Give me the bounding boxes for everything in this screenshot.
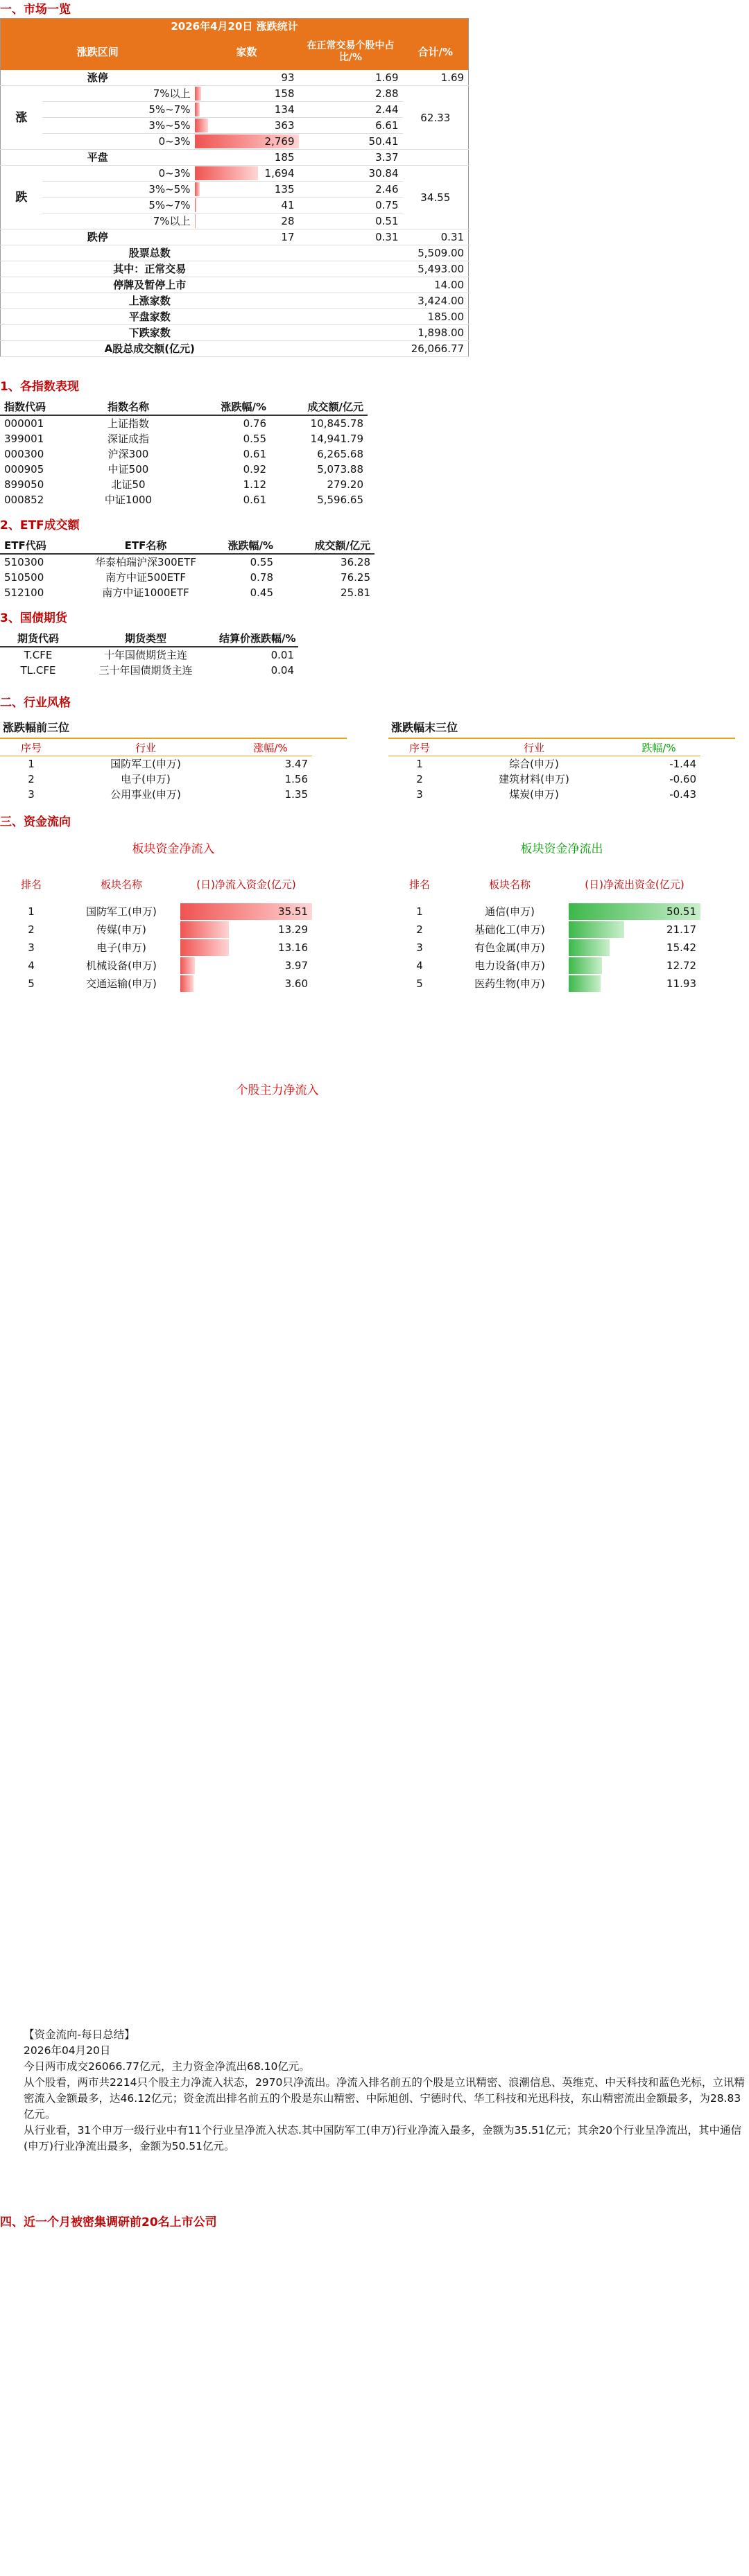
value-text: 28 [281, 215, 295, 227]
cell: 14,941.79 [310, 433, 363, 445]
col-head: 成交额/亿元 [277, 538, 374, 554]
rank: 1 [416, 905, 423, 918]
data-row [0, 921, 312, 939]
summary-label: 平盘家数 [1, 309, 299, 325]
change: -1.44 [669, 758, 696, 770]
underline [0, 738, 347, 739]
flow-subtitle: 板块资金净流入 [132, 842, 215, 856]
industry-subtitle: 涨跌幅末三位 [391, 721, 458, 734]
col-head: (日)净流入资金(亿元) [196, 878, 296, 891]
header-row [0, 538, 374, 554]
col-head: 指数名称 [76, 399, 180, 415]
col-head: 排名 [408, 878, 430, 891]
sector-name: 机械设备(申万) [86, 959, 157, 972]
count-cell [195, 102, 299, 118]
date-title: 2026年4月20日 涨跌统计 [1, 19, 469, 35]
stat-row [1, 118, 469, 134]
cell: 三十年国债期货主连 [98, 664, 193, 677]
total-cell: 34.55 [403, 166, 469, 229]
change: -0.60 [669, 773, 696, 785]
cell: 北证50 [111, 478, 146, 491]
rank: 3 [416, 788, 423, 801]
summary-p2: 从个股看，两市共2214只个股主力净流入状态，2970只净流出。净流入排名前五的个股是立讯精密、浪潮信息、英维克、中天科技和蓝色光标，立讯精密流入金额最多，达46.12亿元；资金流出排名前五的个股是东山精密、中际旭创、宁德时代、华工科技和光迅科技，东山精密流出金额最多，为28.83亿元。 [24, 2076, 745, 2121]
value-bar [195, 166, 259, 180]
data-row [388, 921, 700, 939]
stat-row [1, 229, 469, 245]
cell: 0.92 [243, 463, 266, 476]
stat-row [1, 102, 469, 118]
cell: 南方中证1000ETF [102, 586, 189, 599]
rank: 2 [28, 773, 35, 785]
data-row [0, 462, 368, 477]
value-text: 3.97 [284, 959, 308, 972]
summary-p1: 今日两市成交26066.77亿元，主力资金净流出68.10亿元。 [24, 2060, 310, 2073]
header-row [0, 631, 298, 647]
col-head: (日)净流出资金(亿元) [585, 878, 685, 891]
col-head: 期货类型 [76, 631, 215, 647]
data-row [0, 787, 312, 802]
sector-name: 电子(申万) [96, 941, 146, 954]
cell: 512100 [4, 586, 44, 599]
flow-value [569, 975, 700, 993]
data-row [0, 772, 312, 787]
summary-label: 其中：正常交易 [1, 261, 299, 277]
cell: 南方中证500ETF [105, 571, 186, 584]
cell: 6,265.68 [317, 448, 363, 460]
change: 3.47 [284, 758, 308, 770]
range-label: 5%~7% [42, 198, 195, 214]
stock-flow-subtitle: 个股主力净流入 [236, 1084, 319, 1097]
cell: 0.01 [270, 649, 294, 661]
value-text: 21.17 [666, 923, 696, 936]
industry-name: 建筑材料(申万) [499, 773, 569, 785]
flow-subtitle: 板块资金净流出 [520, 842, 603, 856]
cell: 76.25 [341, 571, 370, 584]
cell: 0.55 [250, 556, 273, 568]
rank: 4 [416, 959, 423, 972]
total-cell: 0.31 [403, 229, 469, 245]
count-cell [195, 182, 299, 198]
sector-name: 有色金属(申万) [474, 941, 545, 954]
pct-cell: 2.46 [299, 182, 403, 198]
summary-label: 停牌及暂停上市 [1, 277, 299, 293]
summary-label: 下跌家数 [1, 325, 299, 341]
value-text: 1,694 [264, 167, 295, 180]
data-row [0, 585, 374, 600]
cell: T.CFE [24, 649, 53, 661]
cell: 0.45 [250, 586, 273, 599]
stat-row [1, 166, 469, 182]
pct-cell: 2.44 [299, 102, 403, 118]
sector-name: 交通运输(申万) [86, 977, 157, 990]
summary-value: 5,493.00 [299, 261, 469, 277]
value-bar [180, 957, 195, 974]
flow-value [180, 921, 312, 939]
value-text: 12.72 [666, 959, 696, 972]
section-title-market: 一、市场一览 [0, 3, 71, 17]
range-label: 0~3% [42, 166, 195, 182]
value-bar [180, 975, 193, 992]
data-table [0, 740, 312, 802]
data-table [0, 867, 312, 993]
stat-row [1, 150, 469, 166]
col-head: 行业 [451, 740, 617, 756]
sector-name: 通信(申万) [485, 905, 535, 918]
summary-row [1, 293, 469, 309]
data-row [0, 446, 368, 462]
cell: 上证指数 [107, 417, 149, 430]
range-label: 7%以上 [42, 86, 195, 102]
data-row [0, 570, 374, 585]
data-row [0, 477, 368, 492]
data-row [388, 772, 700, 787]
cell: 十年国债期货主连 [103, 649, 187, 661]
sector-name: 国防军工(申万) [86, 905, 157, 918]
count-cell: 185 [195, 150, 299, 166]
group-label: 涨 [1, 86, 42, 150]
data-row [0, 756, 312, 772]
data-row [388, 939, 700, 957]
summary-row [1, 245, 469, 261]
col-head: 涨跌幅/% [180, 399, 270, 415]
sector-name: 传媒(申万) [96, 923, 146, 936]
range-label: 3%~5% [42, 182, 195, 198]
change: 1.35 [284, 788, 308, 801]
col-head: 期货代码 [0, 631, 76, 647]
cell: 510300 [4, 556, 44, 568]
cell: 899050 [4, 478, 44, 491]
data-row [388, 756, 700, 772]
range-label: 涨停 [1, 70, 195, 86]
data-row [0, 939, 312, 957]
data-row [0, 431, 368, 446]
range-label: 平盘 [1, 150, 195, 166]
section-title-bond-futures: 3、国债期货 [0, 611, 67, 625]
group-label: 跌 [1, 166, 42, 229]
col-head: 在正常交易个股中占比/% [299, 34, 403, 70]
cell: 000852 [4, 494, 44, 506]
summary-label: 股票总数 [1, 245, 299, 261]
value-bar [195, 214, 196, 228]
stat-row [1, 70, 469, 86]
value-text: 50.51 [666, 905, 696, 918]
data-row [0, 647, 298, 663]
pct-cell: 1.69 [299, 70, 403, 86]
rank: 2 [28, 923, 35, 936]
data-table [0, 399, 368, 507]
flow-value [180, 903, 312, 921]
cell: 华泰柏瑞沪深300ETF [95, 556, 196, 568]
count-cell [195, 198, 299, 214]
value-text: 13.29 [278, 923, 308, 936]
col-head: 板块名称 [488, 878, 531, 891]
rank: 1 [28, 758, 35, 770]
summary-row [1, 277, 469, 293]
cell: 10,845.78 [310, 417, 363, 430]
change: -0.43 [669, 788, 696, 801]
section-title-etf: 2、ETF成交额 [0, 519, 80, 532]
stat-row [1, 134, 469, 150]
header-row [0, 740, 312, 756]
value-text: 363 [274, 119, 295, 132]
data-row [0, 663, 298, 678]
summary-value: 3,424.00 [299, 293, 469, 309]
flow-value [180, 957, 312, 975]
value-bar [569, 921, 624, 938]
total-cell: 1.69 [403, 70, 469, 86]
summary-row [1, 341, 469, 357]
col-head: 序号 [0, 740, 62, 756]
pct-cell: 3.37 [299, 150, 403, 166]
data-row [0, 415, 368, 431]
data-table [0, 18, 469, 357]
date-header-row [1, 19, 469, 35]
value-bar [195, 119, 209, 132]
pct-cell: 50.41 [299, 134, 403, 150]
count-cell [195, 86, 299, 102]
range-label: 7%以上 [42, 214, 195, 229]
value-bar [569, 975, 601, 992]
pct-cell: 30.84 [299, 166, 403, 182]
cell: 000300 [4, 448, 44, 460]
header-row [388, 867, 700, 903]
cell: 510500 [4, 571, 44, 584]
value-text: 11.93 [666, 977, 696, 990]
cell: TL.CFE [20, 664, 56, 677]
value-text: 15.42 [666, 941, 696, 954]
underline [388, 738, 735, 739]
header-row [1, 34, 469, 70]
flow-value [569, 957, 700, 975]
rank: 4 [28, 959, 35, 972]
col-head: ETF名称 [76, 538, 215, 554]
summary-p3: 从行业看，31个申万一级行业中有11个行业呈净流入状态.其中国防军工(申万)行业净流入最多，金额为35.51亿元；其余20个行业呈净流出，其中通信(申万)行业净流出最多，金额为50.51亿元。 [24, 2124, 742, 2152]
value-text: 2,769 [264, 135, 295, 148]
sector-name: 医药生物(申万) [474, 977, 545, 990]
pct-cell: 6.61 [299, 118, 403, 134]
flow-value [569, 903, 700, 921]
cell: 5,596.65 [317, 494, 363, 506]
col-head: 涨幅/% [229, 740, 312, 756]
cell: 1.12 [243, 478, 266, 491]
summary-row [1, 309, 469, 325]
stat-row [1, 86, 469, 102]
count-cell: 17 [195, 229, 299, 245]
value-bar [195, 198, 196, 212]
pct-cell: 0.31 [299, 229, 403, 245]
cell: 000001 [4, 417, 44, 430]
summary-value: 26,066.77 [299, 341, 469, 357]
pct-cell: 0.75 [299, 198, 403, 214]
rank: 2 [416, 923, 423, 936]
industry-name: 煤炭(申万) [509, 788, 559, 801]
total-cell: 62.33 [403, 86, 469, 150]
cell: 36.28 [341, 556, 370, 568]
cell: 279.20 [327, 478, 363, 491]
flow-value [180, 975, 312, 993]
flow-value [569, 939, 700, 957]
rank: 1 [416, 758, 423, 770]
stat-row [1, 214, 469, 229]
pct-cell: 2.88 [299, 86, 403, 102]
summary-label: A股总成交额(亿元) [1, 341, 299, 357]
flow-value [180, 939, 312, 957]
pct-cell: 0.51 [299, 214, 403, 229]
value-text: 41 [281, 199, 295, 211]
section-title-indices: 1、各指数表现 [0, 380, 79, 394]
data-row [388, 975, 700, 993]
data-row [0, 554, 374, 570]
cell: 0.76 [243, 417, 266, 430]
summary-title: 【资金流向-每日总结】 [24, 2028, 135, 2041]
daily-summary [24, 2027, 745, 2155]
value-bar [569, 939, 610, 956]
data-row [388, 903, 700, 921]
section-title-industry: 二、行业风格 [0, 696, 71, 710]
data-table [388, 867, 700, 993]
data-table [0, 538, 374, 600]
value-bar [195, 182, 200, 196]
count-cell [195, 134, 299, 150]
data-row [0, 492, 368, 507]
data-table [388, 740, 700, 802]
data-table [0, 631, 298, 678]
industry-name: 公用事业(申万) [110, 788, 181, 801]
value-text: 35.51 [278, 905, 308, 918]
flow-value [569, 921, 700, 939]
range-label: 0~3% [42, 134, 195, 150]
summary-date: 2026年04月20日 [24, 2044, 111, 2057]
cell: 深证成指 [107, 433, 149, 445]
sector-name: 电力设备(申万) [474, 959, 545, 972]
col-head: 合计/% [403, 34, 469, 70]
summary-row [1, 261, 469, 277]
col-head: 指数代码 [0, 399, 76, 415]
col-head: 结算价涨跌幅/% [215, 631, 298, 647]
header-row [388, 740, 700, 756]
value-text: 3.60 [284, 977, 308, 990]
col-head: 行业 [62, 740, 229, 756]
cell: 25.81 [341, 586, 370, 599]
col-head: 家数 [195, 34, 299, 70]
summary-value: 5,509.00 [299, 245, 469, 261]
count-cell [195, 118, 299, 134]
industry-subtitle: 涨跌幅前三位 [3, 721, 70, 734]
rank: 5 [416, 977, 423, 990]
cell: 沪深300 [107, 448, 149, 460]
col-head: 排名 [20, 878, 42, 891]
rank: 1 [28, 905, 35, 918]
industry-name: 国防军工(申万) [110, 758, 181, 770]
range-label: 跌停 [1, 229, 195, 245]
rank: 2 [416, 773, 423, 785]
summary-value: 1,898.00 [299, 325, 469, 341]
sector-name: 基础化工(申万) [474, 923, 545, 936]
value-text: 158 [274, 87, 295, 100]
summary-value: 14.00 [299, 277, 469, 293]
value-bar [180, 921, 229, 938]
count-cell: 93 [195, 70, 299, 86]
value-text: 135 [274, 183, 295, 195]
summary-row [1, 325, 469, 341]
data-row [388, 787, 700, 802]
col-head: 涨跌幅/% [215, 538, 277, 554]
col-head: 成交额/亿元 [270, 399, 368, 415]
summary-label: 上涨家数 [1, 293, 299, 309]
change: 1.56 [284, 773, 308, 785]
rank: 3 [416, 941, 423, 954]
count-cell [195, 166, 299, 182]
col-head: 序号 [388, 740, 451, 756]
value-text: 13.16 [278, 941, 308, 954]
cell: 0.55 [243, 433, 266, 445]
rank: 5 [28, 977, 35, 990]
stat-row [1, 182, 469, 198]
data-row [388, 957, 700, 975]
range-label: 5%~7% [42, 102, 195, 118]
value-text: 134 [274, 103, 295, 116]
cell: 0.04 [270, 664, 294, 677]
stat-row [1, 198, 469, 214]
cell: 000905 [4, 463, 44, 476]
cell: 399001 [4, 433, 44, 445]
summary-value: 185.00 [299, 309, 469, 325]
data-row [0, 957, 312, 975]
cell: 中证1000 [104, 494, 153, 506]
col-head: 板块名称 [100, 878, 142, 891]
industry-name: 电子(申万) [121, 773, 171, 785]
cell: 0.61 [243, 494, 266, 506]
section-title-research: 四、近一个月被密集调研前20名上市公司 [0, 2216, 217, 2229]
data-row [0, 903, 312, 921]
cell: 0.61 [243, 448, 266, 460]
value-bar [569, 957, 602, 974]
cell: 中证500 [107, 463, 149, 476]
cell: 5,073.88 [317, 463, 363, 476]
range-label: 3%~5% [42, 118, 195, 134]
section-title-capital-flow: 三、资金流向 [0, 815, 71, 829]
rank: 3 [28, 941, 35, 954]
col-head: ETF代码 [0, 538, 76, 554]
header-row [0, 867, 312, 903]
total-cell [403, 150, 469, 166]
value-bar [195, 87, 201, 101]
value-bar [195, 103, 200, 116]
col-head: 涨跌区间 [1, 34, 195, 70]
rank: 3 [28, 788, 35, 801]
col-head: 跌幅/% [617, 740, 700, 756]
cell: 0.78 [250, 571, 273, 584]
value-bar [180, 939, 229, 956]
header-row [0, 399, 368, 415]
data-row [0, 975, 312, 993]
count-cell [195, 214, 299, 229]
industry-name: 综合(申万) [509, 758, 559, 770]
